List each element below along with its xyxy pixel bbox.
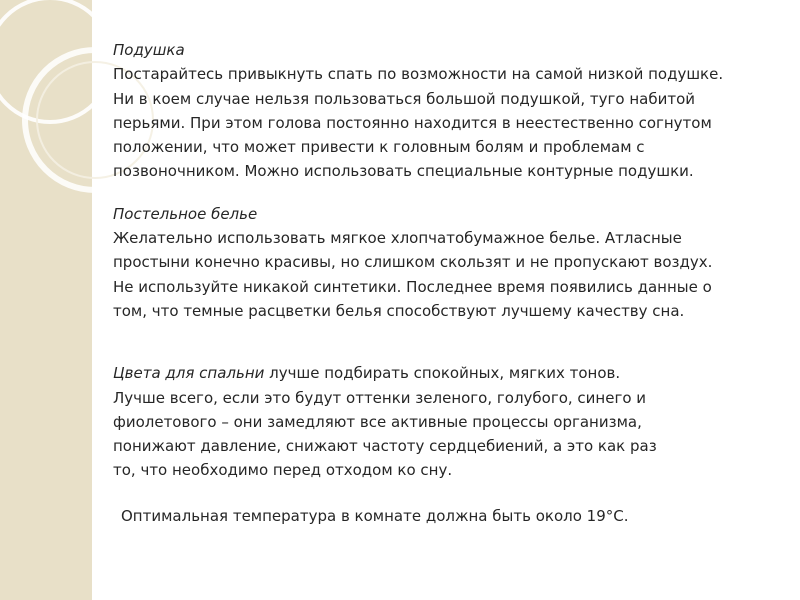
body-line: то, что необходимо перед отходом ко сну.: [113, 461, 453, 480]
text-content: [113, 38, 793, 528]
body-line: Не используйте никакой синтетики. Последнее время появились данные о: [113, 277, 712, 296]
body-line: перьями. При этом голова постоянно находится в неестественно согнутом: [113, 113, 712, 132]
body-text: лучше подбирать спокойных, мягких тонов.: [264, 364, 621, 383]
body-line: Постарайтесь привыкнуть спать по возможности на самой низкой подушке.: [113, 65, 724, 84]
section-heading-colors: Цвета для спальни: [113, 364, 265, 383]
body-line: фиолетового – они замедляют все активные процессы организма,: [113, 412, 642, 431]
body-line-first: [113, 361, 793, 385]
body-line: Лучше всего, если это будут оттенки зеленого, голубого, синего и: [113, 388, 647, 407]
section-pillow: [113, 38, 793, 184]
body-line: Ни в коем случае нельзя пользоваться большой подушкой, туго набитой: [113, 89, 696, 108]
body-line: том, что темные расцветки белья способствуют лучшему качеству сна.: [113, 301, 685, 320]
body-line: простыни конечно красивы, но слишком скользят и не пропускают воздух.: [113, 253, 713, 272]
temperature-note: Оптимальная температура в комнате должна быть около 19°С.: [121, 506, 629, 525]
section-heading-bedding: Постельное белье: [113, 204, 258, 223]
body-line: понижают давление, снижают частоту сердцебиений, а это как раз: [113, 437, 657, 456]
decorative-side-band: [0, 0, 92, 600]
body-line: позвоночником. Можно использовать специальные контурные подушки.: [113, 162, 694, 181]
section-bedding: [113, 202, 793, 323]
section-heading-pillow: Подушка: [113, 41, 185, 59]
section-colors: [113, 361, 793, 482]
body-line: положении, что может привести к головным болям и проблемам с: [113, 138, 645, 157]
body-line: Желательно использовать мягкое хлопчатобумажное белье. Атласные: [113, 229, 682, 248]
